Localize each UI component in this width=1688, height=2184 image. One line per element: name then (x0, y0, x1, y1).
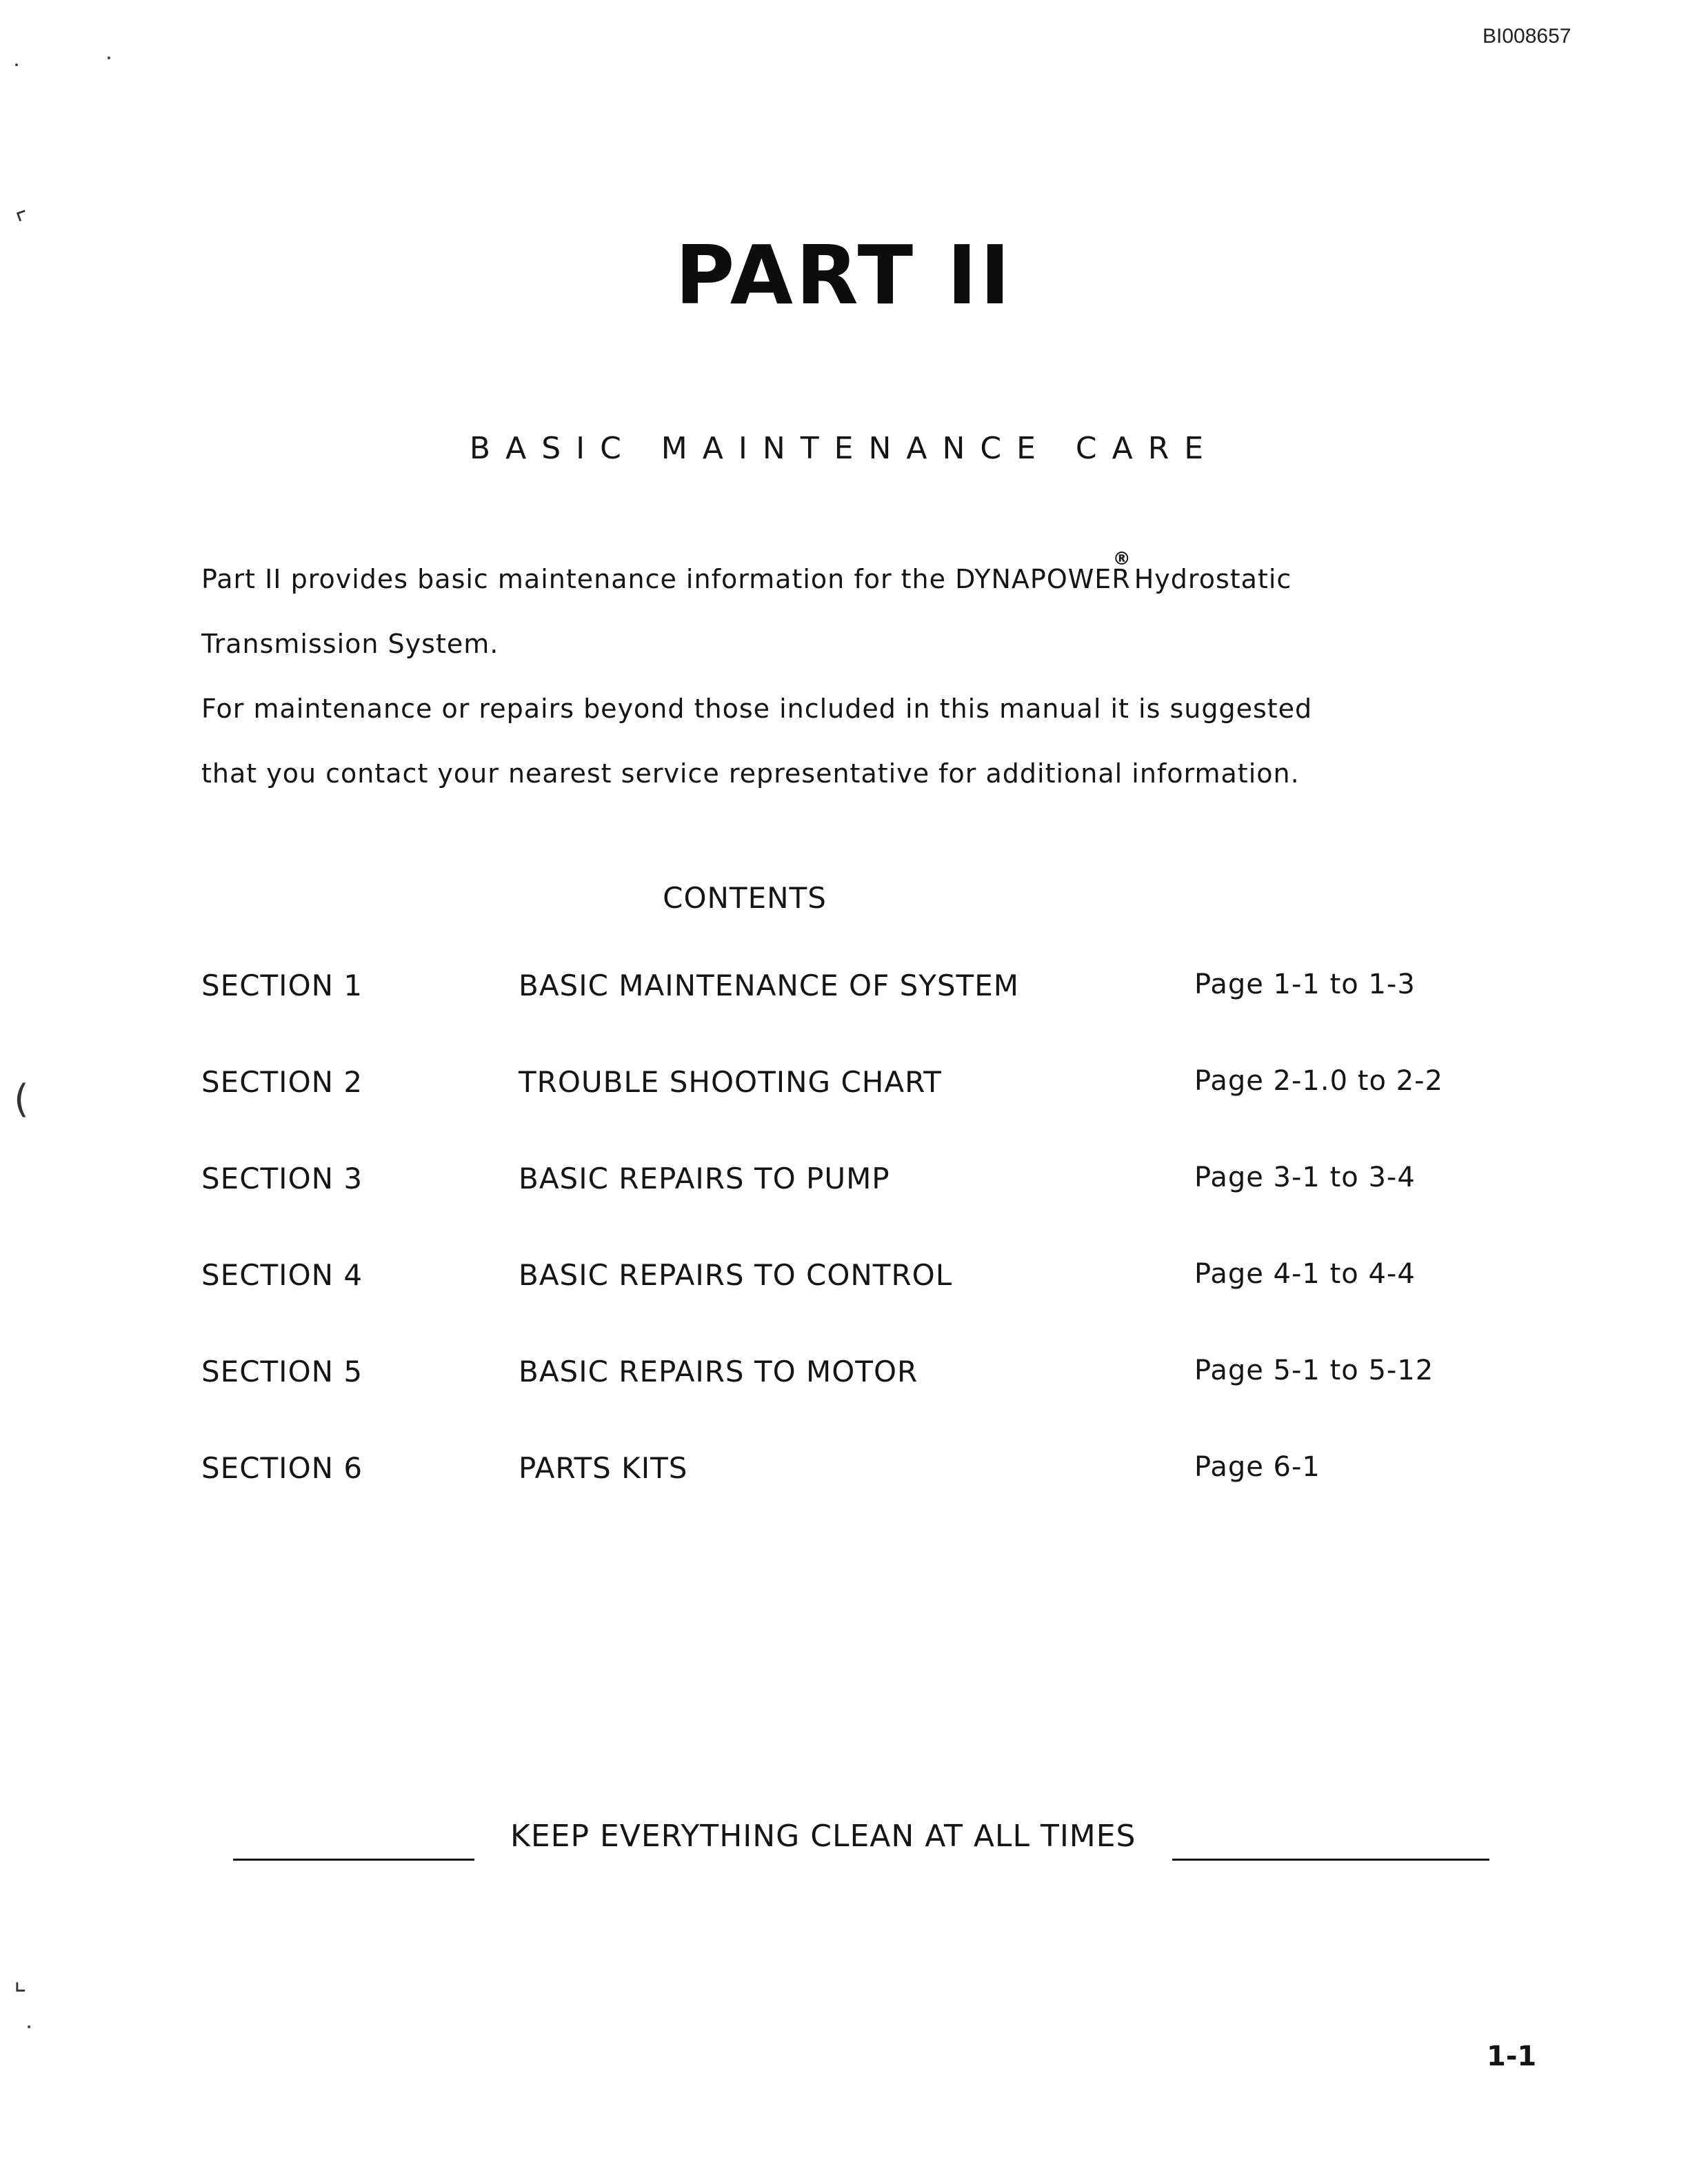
toc-section-title: BASIC REPAIRS TO CONTROL (519, 1258, 953, 1292)
toc-section-title: BASIC MAINTENANCE OF SYSTEM (519, 969, 1019, 1002)
toc-section-number: SECTION 5 (201, 1355, 363, 1388)
toc-section-number: SECTION 1 (201, 969, 363, 1002)
toc-section-title: BASIC REPAIRS TO PUMP (519, 1162, 890, 1195)
scan-artifact-mark: ⌜ (12, 205, 37, 240)
toc-section-title: PARTS KITS (519, 1451, 688, 1485)
toc-page-range: Page 5-1 to 5-12 (1194, 1355, 1434, 1386)
registered-trademark-mark: ® (1112, 549, 1132, 569)
page-number: 1-1 (1487, 2041, 1537, 2072)
footer-rule-left (233, 1859, 474, 1861)
toc-section-number: SECTION 3 (201, 1162, 363, 1195)
toc-row (201, 1355, 1511, 1451)
document-id: BI008657 (1483, 25, 1571, 48)
scan-artifact-dot (28, 2025, 30, 2028)
toc-section-number: SECTION 6 (201, 1451, 363, 1485)
scan-artifact-dot (108, 57, 110, 59)
toc-section-title: BASIC REPAIRS TO MOTOR (519, 1355, 918, 1388)
table-of-contents (201, 969, 1511, 1548)
toc-row (201, 1065, 1511, 1162)
page-title: PART II (675, 228, 1013, 323)
toc-row (201, 1162, 1511, 1258)
scan-artifact-mark: ⌞ (14, 1965, 27, 1996)
scan-artifact-dot (15, 63, 18, 66)
toc-row (201, 1258, 1511, 1355)
page-subtitle: BASIC MAINTENANCE CARE (469, 431, 1219, 466)
intro-line-3: For maintenance or repairs beyond those included in this manual it is suggested (201, 694, 1313, 724)
toc-page-range: Page 3-1 to 3-4 (1194, 1162, 1416, 1193)
toc-page-range: Page 6-1 (1194, 1451, 1320, 1483)
intro-text: Part II provides basic maintenance information for the DYNAPOWER (201, 564, 1131, 594)
toc-section-number: SECTION 4 (201, 1258, 363, 1292)
toc-page-range: Page 1-1 to 1-3 (1194, 969, 1416, 1000)
scan-artifact-bracket: ( (14, 1077, 29, 1122)
toc-section-number: SECTION 2 (201, 1065, 363, 1099)
intro-line-2: Transmission System. (201, 629, 499, 659)
footer-rule-right (1172, 1859, 1489, 1861)
toc-section-title: TROUBLE SHOOTING CHART (519, 1065, 942, 1099)
toc-page-range: Page 2-1.0 to 2-2 (1194, 1065, 1443, 1097)
intro-line-4: that you contact your nearest service representative for additional information. (201, 758, 1300, 789)
footer-notice: KEEP EVERYTHING CLEAN AT ALL TIMES (510, 1819, 1136, 1854)
intro-line-1 (201, 549, 1443, 594)
toc-page-range: Page 4-1 to 4-4 (1194, 1258, 1416, 1290)
intro-text: Hydrostatic (1134, 564, 1292, 594)
toc-row (201, 1451, 1511, 1548)
contents-heading: CONTENTS (663, 881, 827, 915)
toc-row (201, 969, 1511, 1065)
